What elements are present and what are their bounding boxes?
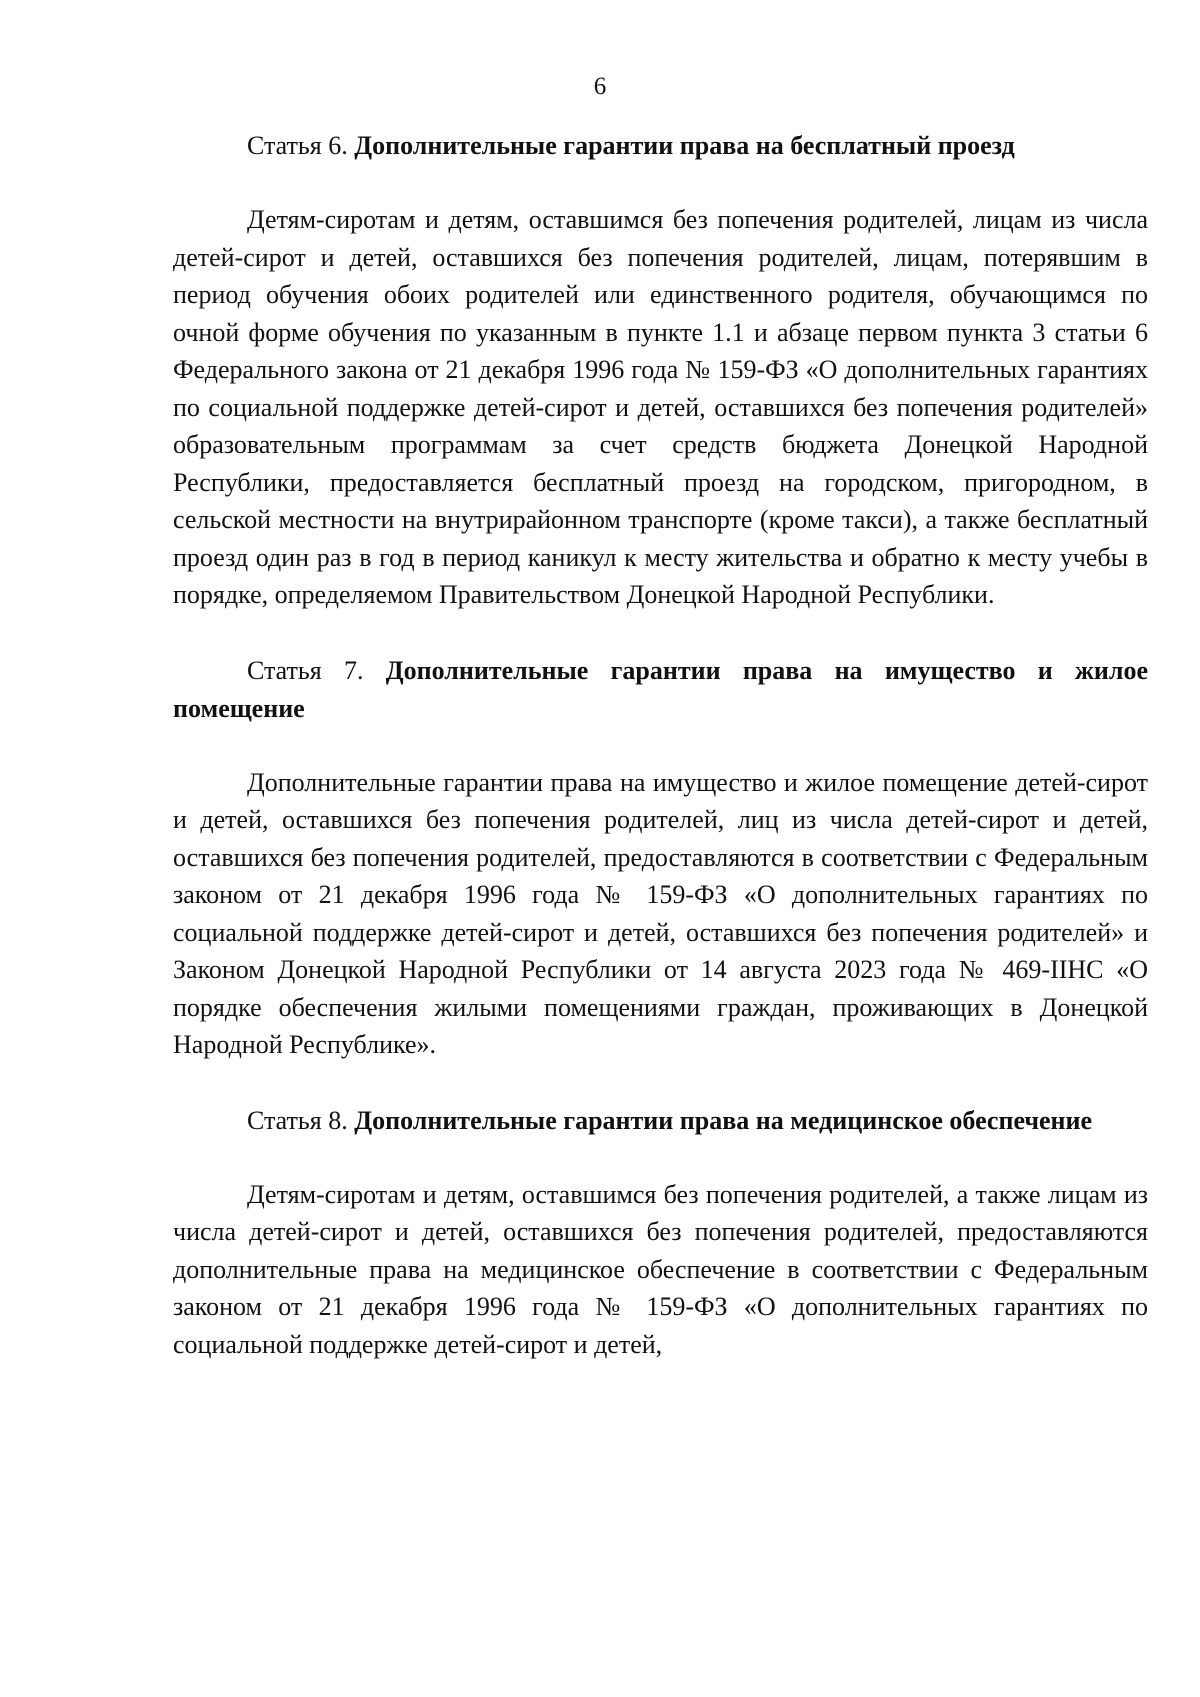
article-6-body: Детям-сиротам и детям, оставшимся без попечения родителей, лицам из числа детей-сирот и детей, оставшихся без попечения родителей, лицам, потерявшим в период обучения обоих родителей или единственного родителя, обучающимся по очной форме обучения по указанным в пункте 1.1 и абзаце первом пункта 3 статьи 6 Федерального закона от 21 декабря 1996 года № 159-ФЗ «О дополнительных гарантиях по социальной поддержке детей-сирот и детей, оставшихся без попечения родителей» образовательным программам за счет средств бюджета Донецкой Народной Республики, предоставляется бесплатный проезд на городском, пригородном, в сельской местности на внутрирайонном транспорте (кроме такси), а также бесплатный проезд один раз в год в период каникул к месту жительства и обратно к месту учебы в порядке, определяемом Правительством Донецкой Народной Республики. [173, 205, 1148, 609]
article-6-prefix: Статья 6. [247, 131, 355, 160]
page-number: 6 [593, 73, 607, 100]
article-8-heading [173, 1102, 1148, 1140]
article-7-heading [173, 652, 1148, 728]
article-7-body: Дополнительные гарантии права на имущество и жилое помещение детей-сирот и детей, оставшихся без попечения родителей, лиц из числа детей-сирот и детей, оставшихся без попечения родителей, предоставляются в соответствии с Федеральным законом от 21 декабря 1996 года № 159-ФЗ «О дополнительных гарантиях по социальной поддержке детей-сирот и детей, оставшихся без попечения родителей» и Законом Донецкой Народной Республики от 14 августа 2023 года № 469-IIНС «О порядке обеспечения жилыми помещениями граждан, проживающих в Донецкой Народной Республике». [173, 767, 1148, 1059]
article-6-title: Дополнительные гарантии права на бесплатный проезд [354, 131, 1015, 160]
article-6-heading [173, 127, 1148, 165]
article-8-body: Детям-сиротам и детям, оставшимся без попечения родителей, а также лицам из числа детей-сирот и детей, оставшихся без попечения родителей, предоставляются дополнительные права на медицинское обеспечение в соответствии с Федеральным законом от 21 декабря 1996 года № 159-ФЗ «О дополнительных гарантиях по социальной поддержке детей-сирот и детей, [173, 1179, 1148, 1359]
article-7-prefix: Статья 7. [247, 655, 386, 685]
article-8-prefix: Статья 8. [247, 1105, 355, 1135]
article-8-title: Дополнительные гарантии права на медицинское обеспечение [354, 1105, 1093, 1135]
document-body [173, 127, 1148, 1363]
article-7-title: Дополнительные гарантии права на имущество и жилое помещение [173, 655, 1148, 723]
